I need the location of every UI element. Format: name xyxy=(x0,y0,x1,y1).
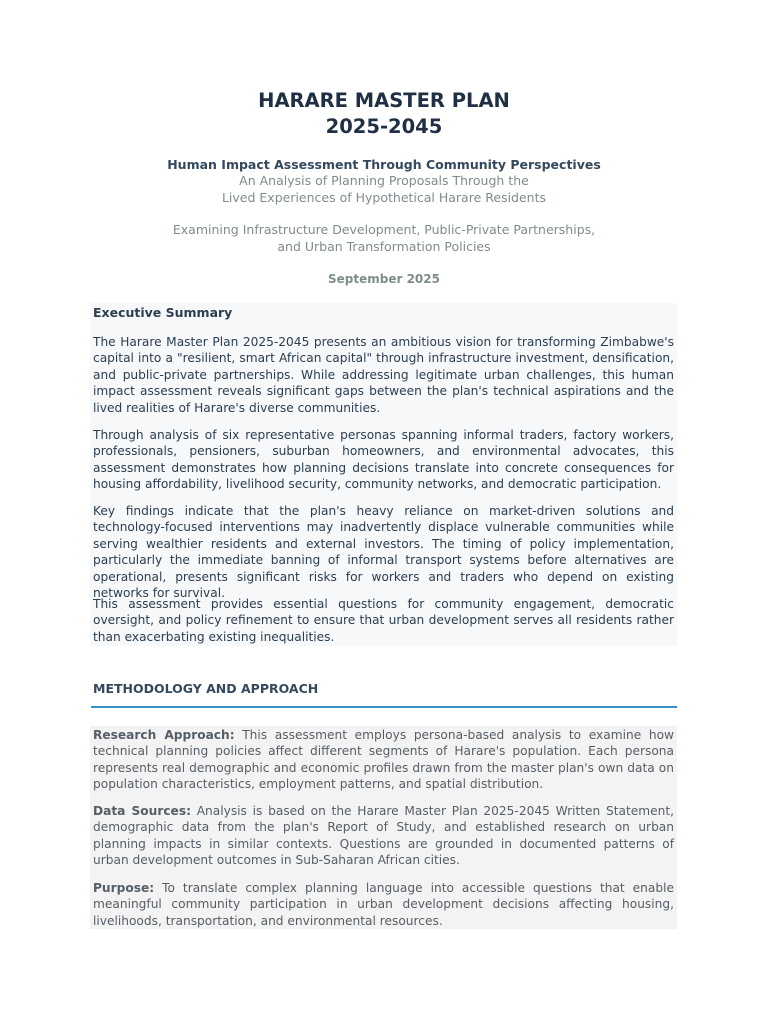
analysis-line-1: An Analysis of Planning Proposals Through the xyxy=(239,173,529,188)
methodology-item-label: Data Sources: xyxy=(93,804,191,818)
methodology-item-label: Purpose: xyxy=(93,881,155,895)
scope-description xyxy=(0,222,768,255)
scope-line-1: Examining Infrastructure Development, Public-Private Partnerships, xyxy=(172,222,596,237)
analysis-line-2: Lived Experiences of Hypothetical Harare Residents xyxy=(221,189,547,205)
methodology-item-research-approach xyxy=(93,727,674,793)
document-date: September 2025 xyxy=(328,272,440,286)
methodology-item-data-sources xyxy=(93,803,674,869)
executive-summary-paragraph: Key findings indicate that the plan's heavy reliance on market-driven solutions and technology-focused interventions may inadvertently displace vulnerable communities while serving wealthier residents and external investors. The timing of policy implementation, particularly the immediate banning of informal transport systems before alternatives are operational, presents significant risks for workers and traders who depend on existing networks for survival. xyxy=(93,504,674,601)
methodology-item-text: To translate complex planning language into accessible questions that enable meaningful community participation in urban development decisions affecting housing, livelihoods, transportation, and environmental resources. xyxy=(93,881,674,928)
document-title xyxy=(0,88,768,140)
executive-summary-heading: Executive Summary xyxy=(93,305,233,320)
methodology-item-label: Research Approach: xyxy=(93,728,235,742)
scope-line-2: and Urban Transformation Policies xyxy=(277,238,491,254)
executive-summary-paragraph: The Harare Master Plan 2025-2045 presents an ambitious vision for transforming Zimbabwe's capital into a "resilient, smart African capital" through infrastructure investment, densification, and public-private partnerships. While addressing legitimate urban challenges, this human impact assessment reveals significant gaps between the plan's technical aspirations and the lived realities of Harare's diverse communities. xyxy=(93,335,674,415)
executive-summary-paragraph: Through analysis of six representative personas spanning informal traders, factory workers, professionals, pensioners, suburban homeowners, and environmental advocates, this assessment demonstrates how planning decisions translate into concrete consequences for housing affordability, livelihood security, community networks, and democratic participation. xyxy=(93,428,674,492)
methodology-item-text: This assessment employs persona-based analysis to examine how technical planning policies affect different segments of Harare's population. Each persona represents real demographic and economic profiles drawn from the master plan's own data on population characteristics, employment patterns, and spatial distribution. xyxy=(93,728,674,792)
document-subtitle: Human Impact Assessment Through Community Perspectives xyxy=(167,157,601,172)
methodology-heading: METHODOLOGY AND APPROACH xyxy=(93,681,319,696)
methodology-item-purpose xyxy=(93,880,674,929)
analysis-description xyxy=(0,173,768,206)
title-line-1: HARARE MASTER PLAN xyxy=(258,89,510,112)
section-divider xyxy=(91,706,677,708)
methodology-item-text: Analysis is based on the Harare Master Plan 2025-2045 Written Statement, demographic data from the plan's Report of Study, and established research on urban planning impacts in similar contexts. Questions are grounded in documented patterns of urban development outcomes in Sub-Saharan African cities. xyxy=(93,804,674,868)
title-line-2: 2025-2045 xyxy=(325,115,443,138)
executive-summary-paragraph: This assessment provides essential questions for community engagement, democratic oversight, and policy refinement to ensure that urban development serves all residents rather than exacerbating existing inequalities. xyxy=(93,597,674,644)
